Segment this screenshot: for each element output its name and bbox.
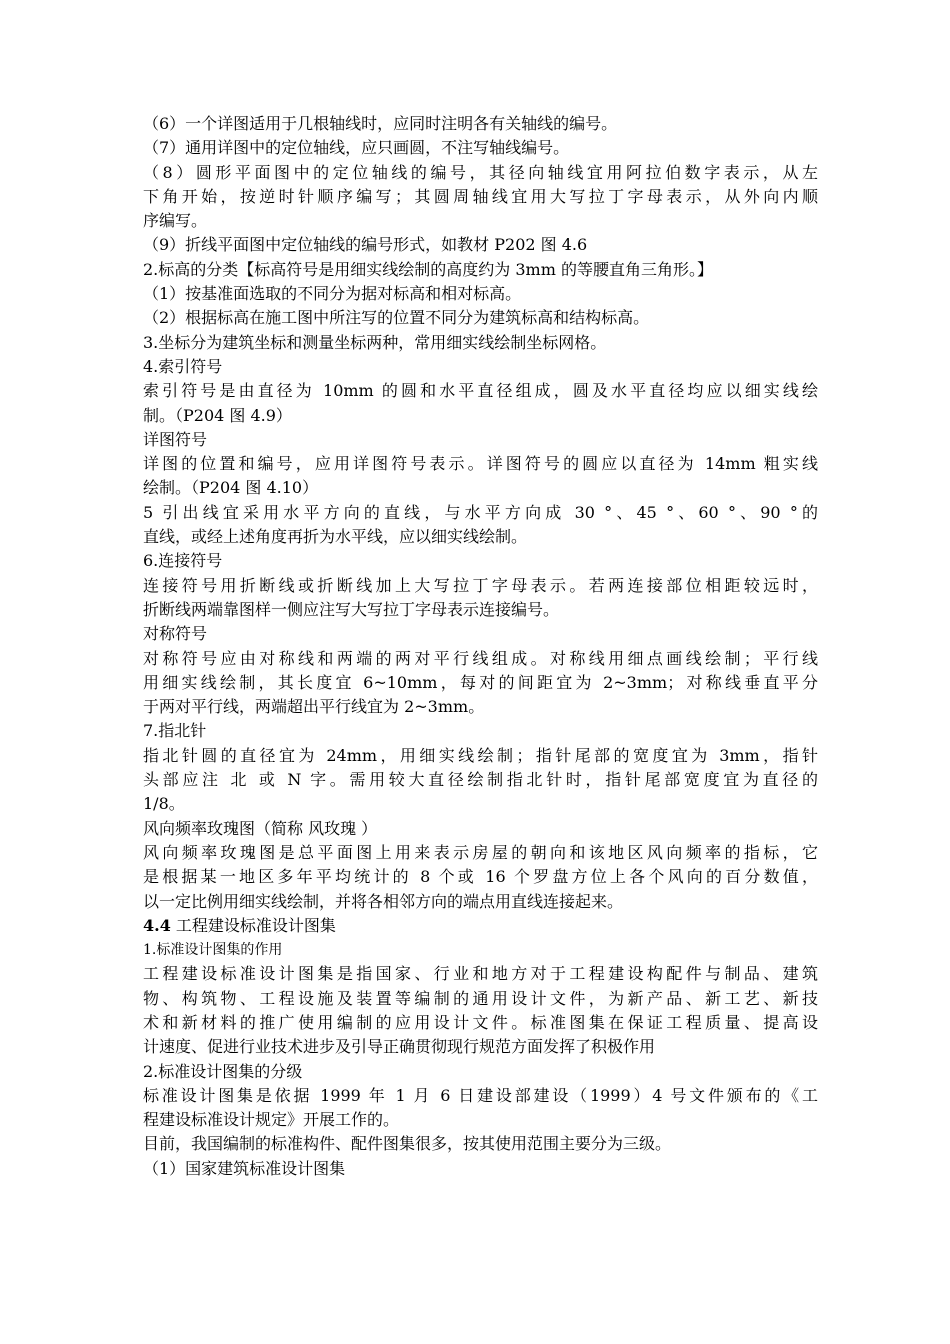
- text-line: 4.索引符号: [143, 356, 223, 376]
- text-line: 用细实线绘制，其长度宜 6~10mm，每对的间距宜为 2~3mm；对称线垂直平分: [143, 672, 818, 692]
- text-line: 连接符号用折断线或折断线加上大写拉丁字母表示。若两连接部位相距较远时，: [143, 575, 818, 595]
- text-line: 下角开始，按逆时针顺序编写；其圆周轴线宜用大写拉丁字母表示，从外向内顺: [143, 186, 818, 206]
- text-line: 序编写。: [143, 211, 208, 231]
- text-line: 绘制。（P204 图 4.10）: [143, 478, 319, 498]
- text-line: 指北针圆的直径宜为 24mm，用细实线绘制；指针尾部的宽度宜为 3mm，指针: [143, 745, 818, 765]
- text-line: 计速度、促进行业技术进步及引导正确贯彻现行规范方面发挥了积极作用: [143, 1037, 656, 1057]
- text-line: 直线，或经上述角度再折为水平线，应以细实线绘制。: [143, 527, 528, 547]
- text-line: 程建设标准设计规定》开展工作的。: [143, 1110, 400, 1130]
- text-line: （1）按基准面选取的不同分为据对标高和相对标高。: [143, 284, 522, 304]
- text-line: 详图符号: [143, 429, 208, 449]
- text-line: （1）国家建筑标准设计图集: [143, 1158, 346, 1178]
- text-line: 以一定比例用细实线绘制，并将各相邻方向的端点用直线连接起来。: [143, 891, 624, 911]
- text-line: 对称符号: [143, 624, 208, 644]
- text-line: 7.指北针: [143, 721, 207, 741]
- text-line: 1/8。: [143, 794, 185, 814]
- text-line: 折断线两端靠图样一侧应注写大写拉丁字母表示连接编号。: [143, 599, 560, 619]
- text-line: 对称符号应由对称线和两端的两对平行线组成。对称线用细点画线绘制；平行线: [143, 648, 818, 668]
- text-line: 索引符号是由直径为 10mm 的圆和水平直径组成，圆及水平直径均应以细实线绘: [143, 381, 818, 401]
- text-line: 详图的位置和编号，应用详图符号表示。详图符号的圆应以直径为 14mm 粗实线: [143, 454, 818, 474]
- text-line: 物、构筑物、工程设施及装置等编制的通用设计文件，为新产品、新工艺、新技: [143, 988, 818, 1008]
- text-line: 头部应注 北 或 N 字。需用较大直径绘制指北针时，指针尾部宽度宜为直径的: [143, 770, 818, 790]
- text-line: 制。（P204 图 4.9）: [143, 405, 292, 425]
- text-line: 是根据某一地区多年平均统计的 8 个或 16 个罗盘方位上各个风向的百分数值，: [143, 867, 818, 887]
- text-line: 6.连接符号: [143, 551, 223, 571]
- text-line: 1.标准设计图集的作用: [143, 942, 283, 959]
- text-line: 2.标高的分类【标高符号是用细实线绘制的高度约为 3mm 的等腰直角三角形。】: [143, 259, 713, 279]
- text-line: 风向频率玫瑰图是总平面图上用来表示房屋的朝向和该地区风向频率的指标，它: [143, 842, 818, 862]
- section-title: 工程建设标准设计图集: [170, 915, 336, 935]
- text-line: 于两对平行线，两端超出平行线宜为 2~3mm。: [143, 697, 485, 717]
- text-line: 工程建设标准设计图集是指国家、行业和地方对于工程建设构配件与制品、建筑: [143, 964, 818, 984]
- text-line: （7）通用详图中的定位轴线，应只画圆，不注写轴线编号。: [143, 138, 570, 158]
- text-line: （9）折线平面图中定位轴线的编号形式，如教材 P202 图 4.6: [143, 235, 588, 255]
- text-line: （2）根据标高在施工图中所注写的位置不同分为建筑标高和结构标高。: [143, 308, 650, 328]
- section-heading: [143, 914, 818, 938]
- text-line: 5 引出线宜采用水平方向的直线，与水平方向成 30 °、45 °、60 °、90 °的: [143, 502, 818, 522]
- text-line: 术和新材料的推广使用编制的应用设计文件。标准图集在保证工程质量、提高设: [143, 1012, 818, 1032]
- text-line: 目前，我国编制的标准构件、配件图集很多，按其使用范围主要分为三级。: [143, 1134, 672, 1154]
- text-line: 2.标准设计图集的分级: [143, 1061, 303, 1081]
- text-line: （8）圆形平面图中的定位轴线的编号，其径向轴线宜用阿拉伯数字表示，从左: [143, 162, 818, 182]
- text-line: 3.坐标分为建筑坐标和测量坐标两种，常用细实线绘制坐标网格。: [143, 332, 607, 352]
- text-line: （6）一个详图适用于几根轴线时，应同时注明各有关轴线的编号。: [143, 114, 618, 133]
- text-line: 风向频率玫瑰图（简称 风玫瑰 ）: [143, 818, 378, 838]
- text-line: 标准设计图集是依据 1999 年 1 月 6 日建设部建设（1999）4 号文件颁布的《工: [143, 1085, 818, 1105]
- section-number: 4.4: [143, 915, 171, 935]
